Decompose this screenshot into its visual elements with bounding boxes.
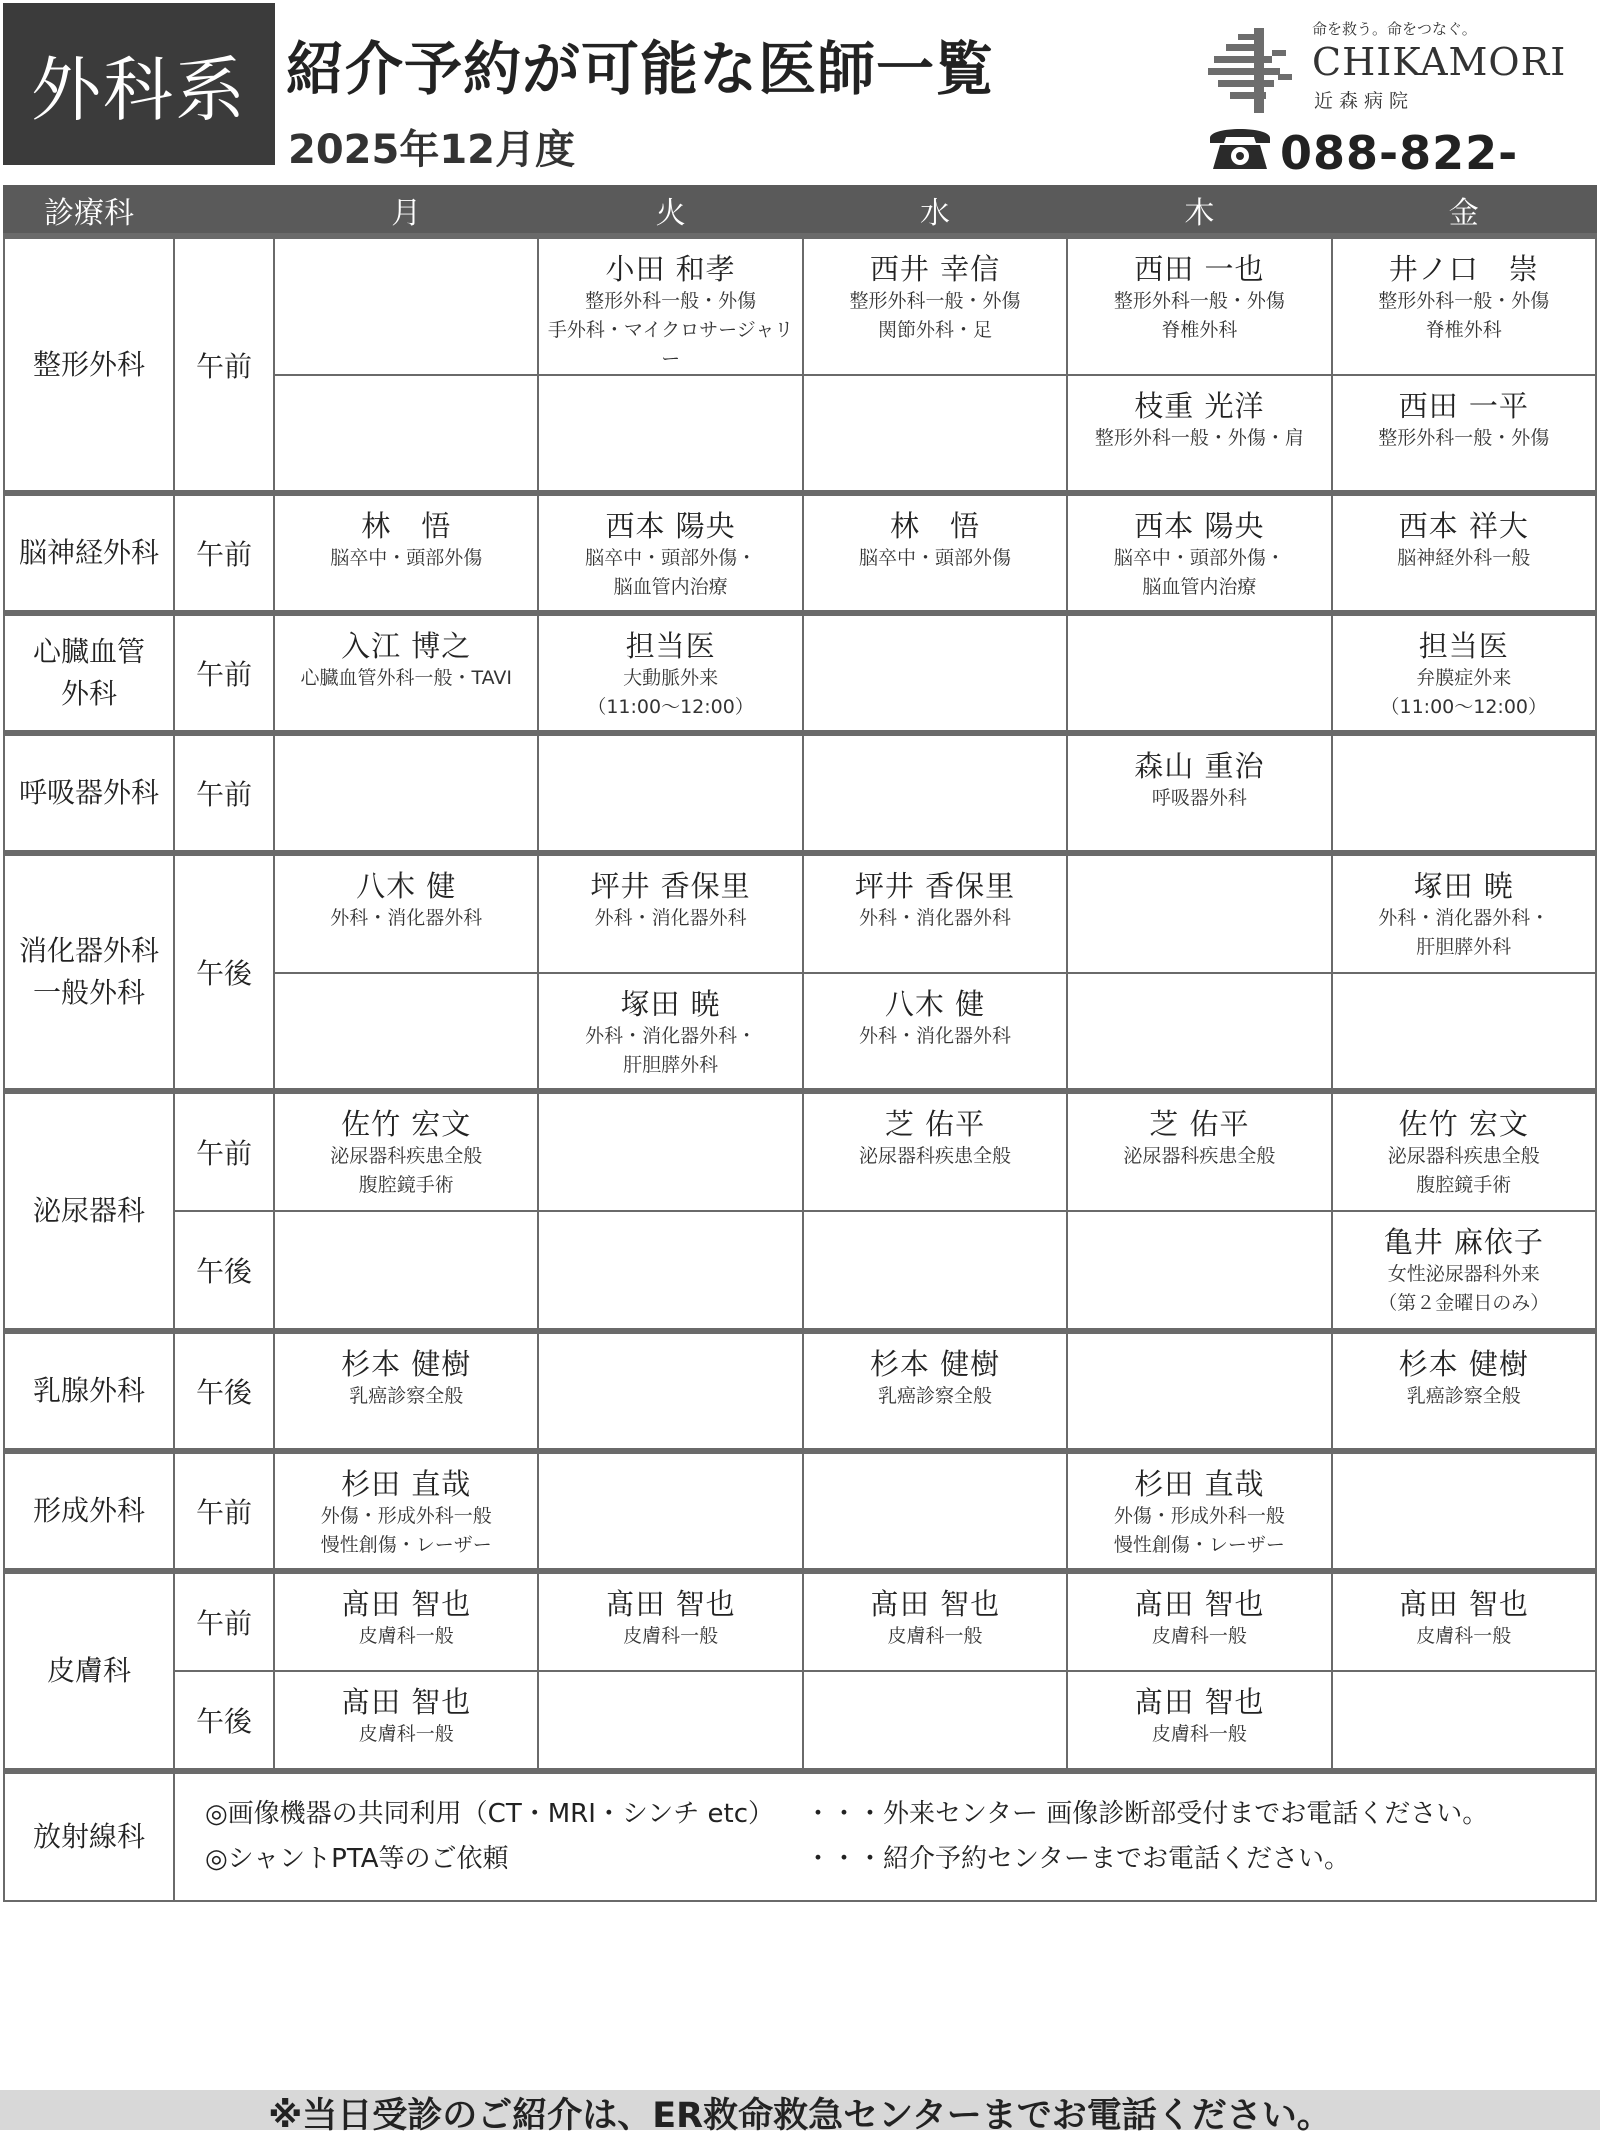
doctor-entry	[1333, 1212, 1595, 1318]
session-label: 午前	[174, 1451, 274, 1571]
doctor-cell[interactable]	[274, 1571, 538, 1671]
doctor-name: 塚田 暁	[620, 987, 721, 1021]
doctor-specialty: 外科・消化器外科・	[585, 1025, 757, 1047]
doctor-name: 八木 健	[884, 987, 986, 1021]
doctor-entry	[1333, 1094, 1595, 1200]
doctor-specialty: 整形外科一般・外傷	[849, 290, 1021, 312]
doctor-specialty: 外傷・形成外科一般	[320, 1505, 492, 1527]
dept-group	[4, 733, 1596, 853]
doctor-schedule-table	[3, 185, 1597, 1902]
doctor-specialty: 脳卒中・頭部外傷	[330, 547, 483, 569]
doctor-cell[interactable]	[1332, 1331, 1596, 1451]
doctor-name: 杉田 直哉	[1134, 1467, 1265, 1501]
doctor-name: 林 悟	[361, 509, 452, 543]
schedule-row	[4, 1211, 1596, 1331]
doctor-specialty: 手外科・マイクロサージャリー	[547, 319, 794, 370]
doctor-specialty: 肝胆膵外科	[623, 1054, 719, 1076]
doctor-specialty: 外科・消化器外科・	[1378, 907, 1550, 929]
schedule-row	[4, 613, 1596, 733]
doctor-cell	[274, 1211, 538, 1331]
session-label: 午前	[174, 493, 274, 613]
doctor-cell	[803, 375, 1067, 493]
doctor-entry	[1333, 616, 1595, 722]
doctor-cell	[1067, 853, 1331, 973]
radiology-note-line	[205, 1792, 1595, 1837]
session-label: 午前	[174, 1571, 274, 1671]
page-header	[0, 0, 1600, 180]
doctor-specialty: 脳卒中・頭部外傷	[858, 547, 1011, 569]
doctor-specialty: 外科・消化器外科	[330, 907, 483, 929]
doctor-specialty: 整形外科一般・外傷	[1113, 290, 1285, 312]
doctor-specialty: 整形外科一般・外傷	[585, 290, 757, 312]
doctor-cell	[1067, 973, 1331, 1091]
doctor-cell[interactable]	[274, 1331, 538, 1451]
doctor-specialty: 皮膚科一般	[1151, 1723, 1247, 1745]
doctor-name: 芝 佑平	[884, 1107, 986, 1141]
doctor-specialty: 腹腔鏡手術	[1416, 1174, 1512, 1196]
doctor-entry	[1333, 496, 1595, 573]
doctor-cell	[1067, 1331, 1331, 1451]
doctor-specialty: （11:00～12:00）	[587, 696, 754, 718]
logo-name-en: CHIKAMORI	[1312, 40, 1567, 84]
doctor-specialty: 大動脈外来	[623, 667, 719, 689]
doctor-name: 担当医	[1418, 629, 1509, 663]
doctor-cell	[803, 733, 1067, 853]
doctor-cell	[803, 613, 1067, 733]
doctor-cell[interactable]	[538, 236, 802, 375]
schedule-row	[4, 1331, 1596, 1451]
doctor-cell[interactable]	[1067, 1091, 1331, 1211]
doctor-specialty: 外科・消化器外科	[858, 1025, 1011, 1047]
page-title: 紹介予約が可能な医師一覧	[286, 35, 995, 103]
schedule-row	[4, 1091, 1596, 1211]
doctor-entry	[275, 1094, 537, 1200]
doctor-cell[interactable]	[1067, 733, 1331, 853]
doctor-name: 佐竹 宏文	[1398, 1107, 1529, 1141]
doctor-name: 髙田 智也	[1134, 1685, 1265, 1719]
doctor-name: 坪井 香保里	[590, 869, 751, 903]
doctor-entry	[804, 974, 1066, 1051]
doctor-specialty: 脳神経外科一般	[1397, 547, 1531, 569]
dept-group	[4, 1091, 1596, 1331]
doctor-name: 西本 陽央	[605, 509, 736, 543]
doctor-entry	[804, 1334, 1066, 1411]
doctor-cell[interactable]	[538, 973, 802, 1091]
doctor-name: 八木 健	[356, 869, 457, 903]
doctor-specialty: 皮膚科一般	[623, 1625, 719, 1647]
doctor-cell[interactable]	[1332, 375, 1596, 493]
dept-name: 心臓血管 外科	[4, 613, 174, 733]
doctor-name: 塚田 暁	[1413, 869, 1514, 903]
doctor-entry	[1333, 1574, 1595, 1651]
doctor-cell	[1332, 973, 1596, 1091]
doctor-specialty: 泌尿器科疾患全般	[1387, 1145, 1540, 1167]
session-label: 午後	[174, 853, 274, 1091]
doctor-cell[interactable]	[538, 613, 802, 733]
doctor-entry	[804, 239, 1066, 345]
header-fri: 金	[1332, 186, 1596, 236]
doctor-cell[interactable]	[1067, 1671, 1331, 1771]
dept-group-radiology	[4, 1771, 1596, 1901]
doctor-entry	[804, 1574, 1066, 1651]
doctor-cell	[803, 1671, 1067, 1771]
header-mon: 月	[274, 186, 538, 236]
doctor-cell[interactable]	[1332, 1571, 1596, 1671]
doctor-specialty: 弁膜症外来	[1416, 667, 1512, 689]
doctor-specialty: 整形外科一般・外傷・肩	[1094, 427, 1304, 449]
dept-name: 脳神経外科	[4, 493, 174, 613]
doctor-entry	[539, 974, 801, 1080]
radiology-note-line	[205, 1837, 1595, 1882]
doctor-entry	[1068, 1672, 1330, 1749]
doctor-name: 杉本 健樹	[341, 1347, 472, 1381]
doctor-name: 髙田 智也	[869, 1587, 1001, 1621]
doctor-cell[interactable]	[803, 1091, 1067, 1211]
doctor-entry	[804, 1094, 1066, 1171]
dept-group	[4, 853, 1596, 1091]
doctor-cell[interactable]	[538, 1571, 802, 1671]
radiology-note-text: ◎画像機器の共同利用（CT・MRI・シンチ etc）	[205, 1799, 774, 1829]
doctor-entry	[275, 856, 537, 933]
doctor-cell	[538, 1211, 802, 1331]
radiology-note-instruction: ・・・外来センター 画像診断部受付までお電話ください。	[805, 1799, 1489, 1829]
doctor-name: 芝 佑平	[1149, 1107, 1250, 1141]
category-label: 外科系	[3, 3, 275, 165]
doctor-cell[interactable]	[1067, 375, 1331, 493]
doctor-name: 髙田 智也	[341, 1587, 472, 1621]
dept-group	[4, 493, 1596, 613]
telephone-icon	[1207, 122, 1273, 172]
doctor-cell[interactable]	[803, 493, 1067, 613]
doctor-cell	[538, 1331, 802, 1451]
doctor-specialty: 呼吸器外科	[1151, 787, 1247, 809]
doctor-entry	[1068, 1574, 1330, 1651]
doctor-specialty: 乳癌診察全般	[877, 1385, 992, 1407]
hospital-logo	[1208, 16, 1567, 116]
doctor-specialty: 外科・消化器外科	[858, 907, 1011, 929]
doctor-entry	[539, 496, 801, 602]
doctor-name: 林 悟	[889, 509, 980, 543]
doctor-cell	[1332, 1671, 1596, 1771]
doctor-cell[interactable]	[803, 973, 1067, 1091]
schedule-row	[4, 853, 1596, 973]
doctor-specialty: 脳血管内治療	[613, 576, 728, 598]
phone-number[interactable]: 088-822-	[1280, 126, 1519, 180]
doctor-cell	[274, 375, 538, 493]
dept-name: 放射線科	[4, 1771, 174, 1901]
doctor-cell[interactable]	[1332, 1211, 1596, 1331]
schedule-row	[4, 733, 1596, 853]
doctor-entry	[539, 616, 801, 722]
session-label: 午前	[174, 236, 274, 493]
doctor-cell[interactable]	[1332, 493, 1596, 613]
doctor-name: 髙田 智也	[605, 1587, 736, 1621]
hospital-logo-icon	[1208, 28, 1308, 113]
doctor-cell	[274, 973, 538, 1091]
dept-name: 形成外科	[4, 1451, 174, 1571]
doctor-cell	[538, 1451, 802, 1571]
doctor-cell[interactable]	[803, 1331, 1067, 1451]
doctor-name: 髙田 智也	[1134, 1587, 1265, 1621]
header-session	[174, 186, 274, 236]
dept-name: 整形外科	[4, 236, 174, 493]
doctor-name: 坪井 香保里	[854, 869, 1016, 903]
doctor-name: 西本 祥大	[1398, 509, 1529, 543]
doctor-specialty: 泌尿器科疾患全般	[330, 1145, 483, 1167]
doctor-cell[interactable]	[1067, 1571, 1331, 1671]
doctor-entry	[275, 1574, 537, 1651]
doctor-cell	[803, 1451, 1067, 1571]
doctor-cell[interactable]	[1332, 613, 1596, 733]
header-wed: 水	[803, 186, 1067, 236]
doctor-specialty: 整形外科一般・外傷	[1378, 427, 1550, 449]
doctor-cell	[1067, 1211, 1331, 1331]
logo-name-jp: 近森病院	[1314, 90, 1415, 112]
doctor-cell	[1067, 613, 1331, 733]
doctor-cell[interactable]	[274, 853, 538, 973]
doctor-name: 担当医	[625, 629, 716, 663]
doctor-name: 杉田 直哉	[341, 1467, 472, 1501]
doctor-entry	[1068, 496, 1330, 602]
doctor-specialty: 泌尿器科疾患全般	[1123, 1145, 1276, 1167]
doctor-cell	[538, 1671, 802, 1771]
doctor-cell	[274, 733, 538, 853]
footer-notice-bar	[0, 2090, 1600, 2136]
doctor-entry	[1333, 856, 1595, 962]
header-thu: 木	[1067, 186, 1331, 236]
doctor-cell[interactable]	[1332, 853, 1596, 973]
doctor-entry	[275, 496, 537, 573]
header-tue: 火	[538, 186, 802, 236]
doctor-specialty: 女性泌尿器科外来	[1387, 1263, 1540, 1285]
radiology-row	[4, 1771, 1596, 1901]
doctor-cell[interactable]	[538, 853, 802, 973]
doctor-specialty: 関節外科・足	[877, 319, 992, 341]
doctor-entry	[1068, 736, 1330, 813]
doctor-name: 森山 重治	[1134, 749, 1265, 783]
month-label: 2025年12月度	[288, 127, 575, 173]
doctor-cell[interactable]	[274, 1671, 538, 1771]
doctor-specialty: 慢性創傷・レーザー	[1113, 1534, 1285, 1556]
doctor-entry	[275, 1334, 537, 1411]
session-label: 午前	[174, 1091, 274, 1211]
doctor-name: 入江 博之	[341, 629, 472, 663]
doctor-cell[interactable]	[274, 613, 538, 733]
doctor-specialty: 脳卒中・頭部外傷・	[585, 547, 757, 569]
doctor-specialty: 外傷・形成外科一般	[1113, 1505, 1285, 1527]
footer-notice: ※当日受診のご紹介は、ER救命救急センターまでお電話ください。	[268, 2096, 1332, 2136]
doctor-name: 西井 幸信	[869, 252, 1001, 286]
doctor-specialty: 慢性創傷・レーザー	[320, 1534, 492, 1556]
doctor-cell[interactable]	[274, 493, 538, 613]
doctor-specialty: 心臓血管外科一般・TAVI	[300, 667, 512, 689]
radiology-note-instruction: ・・・紹介予約センターまでお電話ください。	[805, 1844, 1350, 1874]
doctor-cell[interactable]	[1067, 493, 1331, 613]
doctor-specialty: 脳卒中・頭部外傷・	[1113, 547, 1285, 569]
doctor-cell[interactable]	[803, 853, 1067, 973]
schedule-row	[4, 1671, 1596, 1771]
doctor-specialty: 腹腔鏡手術	[358, 1174, 454, 1196]
doctor-entry	[1068, 1454, 1330, 1560]
doctor-cell[interactable]	[1067, 1451, 1331, 1571]
doctor-cell[interactable]	[538, 493, 802, 613]
doctor-entry	[275, 1454, 537, 1560]
doctor-cell[interactable]	[1332, 1091, 1596, 1211]
schedule-row	[4, 1451, 1596, 1571]
doctor-cell[interactable]	[1067, 236, 1331, 375]
doctor-specialty: 皮膚科一般	[358, 1625, 454, 1647]
session-label: 午後	[174, 1211, 274, 1331]
dept-name: 皮膚科	[4, 1571, 174, 1771]
dept-group	[4, 1571, 1596, 1771]
dept-group	[4, 1451, 1596, 1571]
header-row	[4, 186, 1596, 236]
doctor-entry	[804, 856, 1066, 933]
dept-name: 乳腺外科	[4, 1331, 174, 1451]
doctor-entry	[1068, 1094, 1330, 1171]
schedule-row	[4, 236, 1596, 375]
doctor-name: 枝重 光洋	[1134, 389, 1265, 423]
schedule-row	[4, 1571, 1596, 1671]
doctor-name: 西本 陽央	[1134, 509, 1265, 543]
doctor-specialty: 皮膚科一般	[1416, 1625, 1512, 1647]
logo-tagline: 命を救う。命をつなぐ。	[1312, 20, 1477, 38]
doctor-name: 小田 和孝	[605, 252, 736, 286]
doctor-cell[interactable]	[1332, 236, 1596, 375]
doctor-specialty: 皮膚科一般	[358, 1723, 454, 1745]
doctor-entry	[1333, 1334, 1595, 1411]
doctor-entry	[275, 1672, 537, 1749]
doctor-entry	[1333, 239, 1595, 345]
doctor-specialty: （11:00～12:00）	[1380, 696, 1548, 718]
doctor-cell[interactable]	[803, 1571, 1067, 1671]
doctor-name: 井ノ口 崇	[1388, 252, 1539, 286]
doctor-entry	[275, 616, 537, 693]
session-label: 午前	[174, 613, 274, 733]
dept-name: 泌尿器科	[4, 1091, 174, 1331]
dept-name: 消化器外科 一般外科	[4, 853, 174, 1091]
doctor-specialty: 外科・消化器外科	[594, 907, 747, 929]
doctor-entry	[1333, 376, 1595, 453]
dept-name: 呼吸器外科	[4, 733, 174, 853]
doctor-entry	[539, 239, 801, 374]
doctor-specialty: 乳癌診察全般	[349, 1385, 464, 1407]
doctor-specialty: 泌尿器科疾患全般	[858, 1145, 1011, 1167]
session-label: 午後	[174, 1671, 274, 1771]
radiology-notes	[174, 1771, 1596, 1901]
doctor-entry	[539, 1574, 801, 1651]
doctor-name: 西田 一也	[1134, 252, 1265, 286]
doctor-specialty: 脳血管内治療	[1142, 576, 1257, 598]
doctor-entry	[1068, 376, 1330, 453]
session-label: 午後	[174, 1331, 274, 1451]
doctor-cell	[538, 1091, 802, 1211]
doctor-name: 髙田 智也	[1398, 1587, 1529, 1621]
doctor-specialty: 脊椎外科	[1161, 319, 1238, 341]
doctor-name: 杉本 健樹	[869, 1347, 1001, 1381]
header-dept: 診療科	[4, 186, 174, 236]
dept-group	[4, 613, 1596, 733]
doctor-cell[interactable]	[274, 1451, 538, 1571]
doctor-entry	[539, 856, 801, 933]
dept-group	[4, 1331, 1596, 1451]
doctor-specialty: 皮膚科一般	[1151, 1625, 1247, 1647]
doctor-cell[interactable]	[803, 236, 1067, 375]
doctor-specialty: 皮膚科一般	[887, 1625, 983, 1647]
doctor-cell	[538, 375, 802, 493]
doctor-name: 西田 一平	[1398, 389, 1529, 423]
doctor-cell	[274, 236, 538, 375]
doctor-name: 杉本 健樹	[1398, 1347, 1529, 1381]
doctor-cell	[538, 733, 802, 853]
doctor-name: 亀井 麻依子	[1383, 1225, 1544, 1259]
doctor-cell[interactable]	[274, 1091, 538, 1211]
schedule-row	[4, 493, 1596, 613]
doctor-specialty: 脊椎外科	[1425, 319, 1502, 341]
radiology-note-text: ◎シャントPTA等のご依頼	[205, 1844, 509, 1874]
dept-group	[4, 236, 1596, 493]
doctor-cell	[1332, 1451, 1596, 1571]
doctor-specialty: （第２金曜日のみ）	[1378, 1292, 1550, 1314]
doctor-entry	[1068, 239, 1330, 345]
doctor-name: 佐竹 宏文	[341, 1107, 472, 1141]
doctor-specialty: 整形外科一般・外傷	[1378, 290, 1550, 312]
session-label: 午前	[174, 733, 274, 853]
doctor-specialty: 乳癌診察全般	[1406, 1385, 1521, 1407]
doctor-name: 髙田 智也	[341, 1685, 472, 1719]
doctor-cell	[803, 1211, 1067, 1331]
doctor-entry	[804, 496, 1066, 573]
doctor-cell	[1332, 733, 1596, 853]
doctor-specialty: 肝胆膵外科	[1416, 936, 1512, 958]
